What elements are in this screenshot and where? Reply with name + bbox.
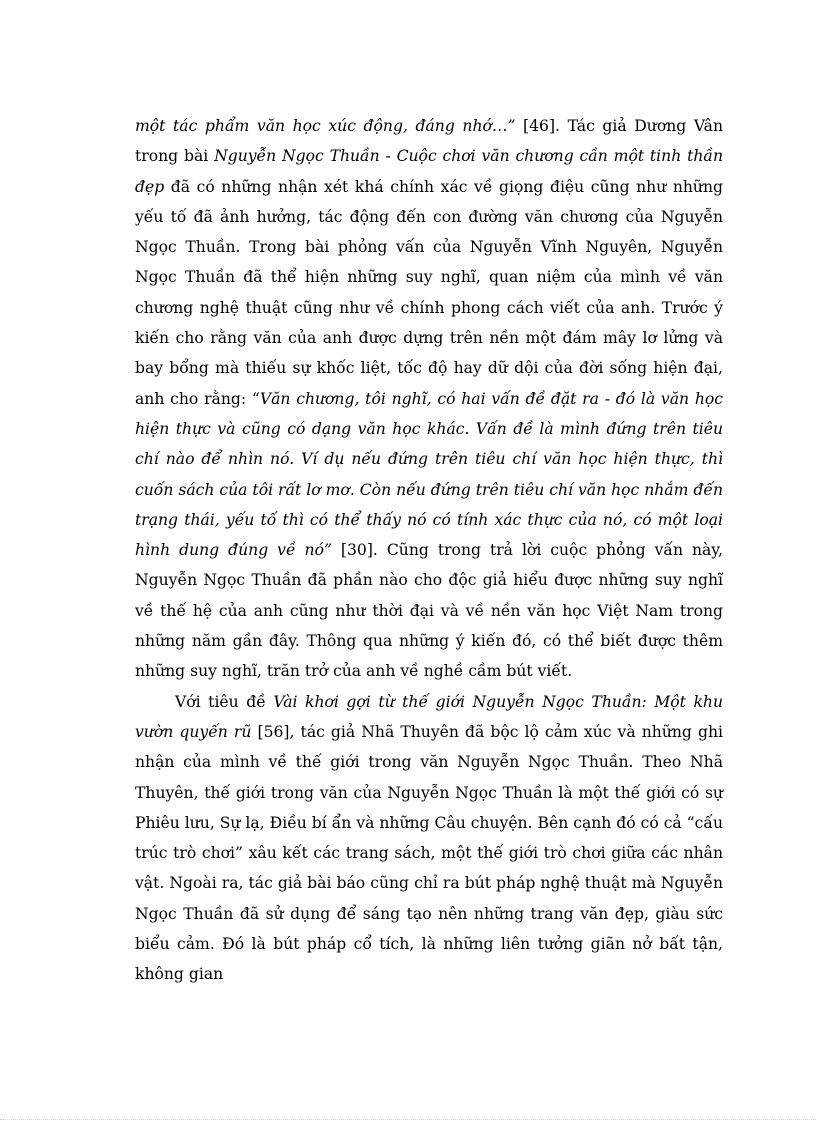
text-run: Vài khơi gợi từ thế giới Nguyễn Ngọc Thuần: Một khu vườn quyến rũ <box>135 692 724 741</box>
text-run: đã có những nhận xét khá chính xác về giọng điệu cũng như những yếu tố đã ảnh hưởng, tác động đến con đường văn chương của Nguyễn Ngọc Thuần. Trong bài phỏng vấn của Nguyễn Vĩnh Nguyên, Nguyễn Ngọc Thuần đã thể hiện những suy nghĩ, quan niệm của mình về văn chương nghệ thuật cũng như về chính phong cách viết của anh. Trước ý kiến cho rằng văn của anh được dựng trên nền một đám mây lơ lửng và bay bổng mà thiếu sự khốc liệt, tốc độ hay dữ dội của đời sống hiện đại, anh cho rằng: “ <box>135 177 723 408</box>
text-run: [30]. Cũng trong trả lời cuộc phỏng vấn này, Nguyễn Ngọc Thuần đã phần nào cho độc giả hiểu được những suy nghĩ về thế hệ của anh cũng như thời đại và về nền văn học Việt Nam trong những năm gần đây. Thông qua những ý kiến đó, có thể biết được thêm những suy nghĩ, trăn trở của anh về nghề cầm bút viết. <box>135 541 723 681</box>
paragraph-1 <box>135 111 723 687</box>
text-run: Với tiêu đề <box>175 692 274 711</box>
text-run: Văn chương, tôi nghĩ, có hai vấn đề đặt ra - đó là văn học hiện thực và cũng có dạng văn học khác. Vấn đề là mình đứng trên tiêu chí nào để nhìn nó. Ví dụ nếu đứng trên tiêu chí văn học hiện thực, thì cuốn sách của tôi rất lơ mơ. Còn nếu đứng trên tiêu chí văn học nhắm đến trạng thái, yếu tố thì có thể thấy nó có tính xác thực của nó, có một loại hình dung đúng về nó” <box>135 389 724 560</box>
text-run: một tác phẩm văn học xúc động, đáng nhớ…” <box>135 117 516 135</box>
page-bottom-rule <box>0 1119 816 1120</box>
text-run: Nguyễn Ngọc Thuần - Cuộc chơi văn chương cần một tinh thần đẹp <box>135 147 723 196</box>
text-run: [56], tác giả Nhã Thuyên đã bộc lộ cảm xúc và những ghi nhận của mình về thế giới trong văn Nguyễn Ngọc Thuần. Theo Nhã Thuyên, thế giới trong văn của Nguyễn Ngọc Thuần là một thế giới có sự Phiêu lưu, Sự lạ, Điều bí ẩn và những Câu chuyện. Bên cạnh đó có cả “cấu trúc trò chơi” xâu kết các trang sách, một thế giới trò chơi giữa các nhân vật. Ngoài ra, tác giả bài báo cũng chỉ ra bút pháp nghệ thuật mà Nguyễn Ngọc Thuần đã sử dụng để sáng tạo nên những trang văn đẹp, giàu sức biểu cảm. Đó là bút pháp cổ tích, là những liên tưởng giãn nở bất tận, không gian <box>135 722 723 984</box>
text-run: [46]. Tác giả Dương Vân trong bài <box>135 117 724 166</box>
paragraph-2 <box>135 687 723 990</box>
document-body <box>135 111 723 990</box>
